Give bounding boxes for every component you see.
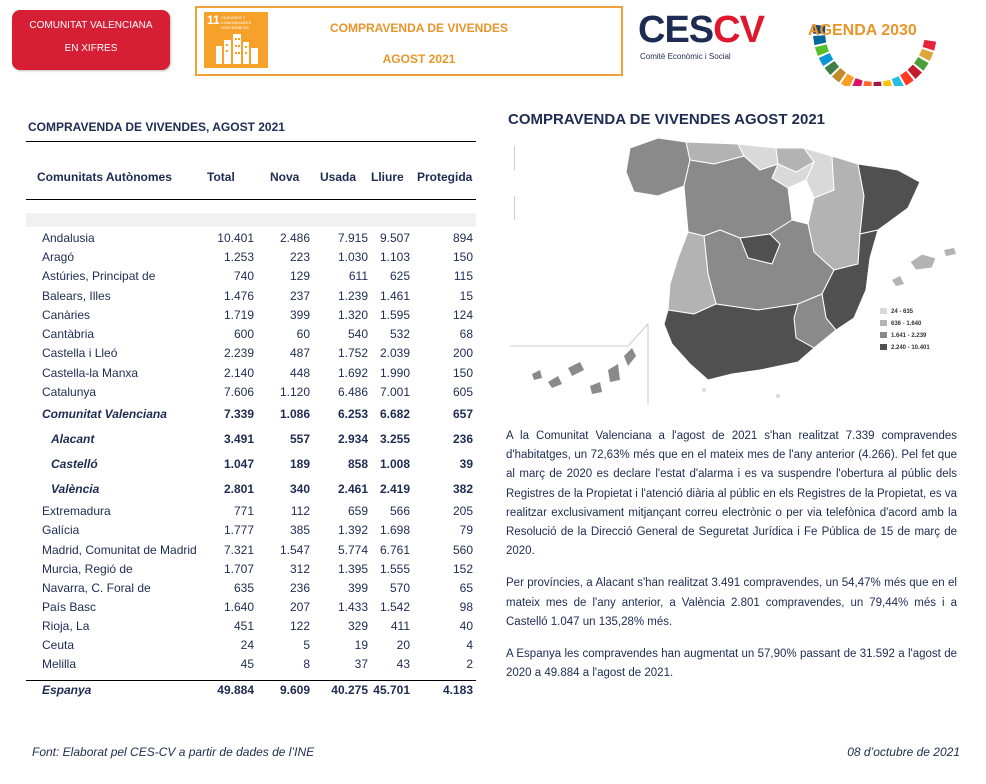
row-value: 45.701 [373,683,410,697]
row-value: 40.275 [331,683,368,697]
row-value: 79 [459,523,473,537]
row-value: 40 [459,619,473,633]
row-region-name: Alacant [51,432,95,446]
row-value: 1.476 [223,289,254,303]
row-value: 7.915 [337,231,368,245]
row-value: 2.801 [223,482,254,496]
row-value: 1.692 [337,366,368,380]
report-title: COMPRAVENDA DE VIVENDES [329,21,509,35]
row-value: 605 [452,385,473,399]
table-row [26,600,476,618]
row-value: 43 [396,657,410,671]
row-value: 625 [389,269,410,283]
row-value: 7.606 [223,385,254,399]
row-value: 200 [452,346,473,360]
row-value: 858 [347,457,368,471]
row-value: 115 [453,269,473,283]
logo-ces: CES [638,9,714,51]
row-value: 399 [347,581,368,595]
row-value: 1.120 [279,385,310,399]
row-value: 1.707 [223,562,254,576]
row-region-name: Castelló [51,457,98,471]
region-andalusia [664,304,814,380]
table-row [26,250,476,268]
row-value: 205 [452,504,473,518]
col-header-region: Comunitats Autònomes [37,170,172,184]
legend-swatch-1 [880,308,887,314]
row-region-name: Balears, Illes [42,289,111,303]
col-header-new: Nova [270,170,300,184]
row-value: 9.507 [379,231,410,245]
row-value: 329 [347,619,368,633]
sdg-11-icon [204,12,268,68]
table-row [26,432,476,450]
logo-subtitle: Comitè Econòmic i Social [640,52,731,61]
row-value: 1.253 [223,250,254,264]
cescv-logo [638,8,764,66]
sdg-caption: CIUDADES Y COMUNIDADES SOSTENIBLES [221,15,252,30]
commentary-paragraph-3: A Espanya les compravendes han augmentat un 57,90% passant de 31.592 a l'agost de 2020 a 49.884 a l'agost de 2021. [506,648,957,680]
row-value: 659 [347,504,368,518]
row-value: 1.239 [337,289,368,303]
source-note: Font: Elaborat pel CES-CV a partir de dades de l’INE [32,745,315,759]
row-value: 771 [233,504,254,518]
row-value: 2.934 [337,432,368,446]
table-row [26,457,476,475]
table-row [26,523,476,541]
sdg-wheel-segment [883,80,894,86]
row-value: 6.486 [337,385,368,399]
table-row [26,482,476,500]
table-row [26,231,476,249]
city-buildings-icon [216,32,258,64]
row-value: 2 [466,657,473,671]
region-ceuta [702,388,706,392]
row-value: 560 [452,543,473,557]
row-value: 39 [459,457,473,471]
row-value: 5 [303,638,310,652]
row-value: 894 [452,231,473,245]
row-value: 1.698 [379,523,410,537]
table-row [26,366,476,384]
row-region-name: Navarra, C. Foral de [42,581,151,595]
row-value: 1.395 [337,562,368,576]
row-value: 68 [459,327,473,341]
row-value: 340 [289,482,310,496]
title-box [195,6,623,76]
row-value: 385 [289,523,310,537]
report-period: AGOST 2021 [382,52,456,66]
badge-line1: COMUNITAT VALENCIANA [29,20,153,31]
row-value: 60 [296,327,310,341]
region-galicia [626,138,690,196]
row-value: 6.253 [337,407,368,421]
row-region-name: Castella-la Manxa [42,366,139,380]
table-row [26,385,476,403]
row-value: 1.086 [279,407,310,421]
table-title-rule [26,141,476,142]
legend-label-4: 2.240 - 10.401 [891,345,930,351]
row-region-name: Galícia [42,523,80,537]
row-value: 2.461 [337,482,368,496]
legend-label-3: 1.641 - 2.239 [891,333,927,339]
row-value: 1.719 [223,308,254,322]
row-region-name: Espanya [42,683,92,697]
row-value: 7.001 [379,385,410,399]
row-value: 189 [289,457,310,471]
agenda-text: AGENDA 2030 [808,22,917,39]
row-region-name: País Basc [42,600,97,614]
table-row [26,269,476,287]
row-region-name: Cantàbria [42,327,95,341]
row-value: 65 [459,581,473,595]
row-value: 487 [289,346,310,360]
row-value: 1.752 [337,346,368,360]
row-value: 37 [354,657,368,671]
row-value: 112 [290,504,310,518]
row-value: 1.047 [223,457,254,471]
col-header-free: Lliure [371,170,404,184]
region-balears-menorca [944,248,956,256]
row-value: 124 [452,308,473,322]
row-value: 557 [289,432,310,446]
row-region-name: Castella i Lleó [42,346,118,360]
region-catalunya [858,164,920,234]
row-value: 1.990 [379,366,410,380]
row-value: 6.682 [379,407,410,421]
row-value: 1.030 [337,250,368,264]
row-value: 3.255 [379,432,410,446]
row-value: 382 [452,482,473,496]
table-row [26,308,476,326]
row-value: 7.339 [223,407,254,421]
table-row [26,657,476,675]
row-value: 45 [240,657,254,671]
row-region-name: Comunitat Valenciana [42,407,167,421]
row-value: 448 [289,366,310,380]
row-value: 1.461 [379,289,410,303]
sdg-wheel-segment [873,82,882,86]
row-value: 10.401 [217,231,254,245]
row-value: 1.008 [379,457,410,471]
row-value: 150 [452,366,473,380]
row-value: 740 [233,269,254,283]
total-rule [26,680,476,681]
row-value: 2.419 [379,482,410,496]
commentary [506,427,957,696]
region-canaries [532,348,636,394]
row-value: 150 [452,250,473,264]
row-value: 152 [452,562,473,576]
row-value: 600 [233,327,254,341]
agenda-2030-logo [800,0,950,86]
spain-choropleth-map [508,134,960,406]
region-balears [910,254,936,270]
row-value: 15 [459,289,473,303]
row-value: 49.884 [217,683,254,697]
row-value: 207 [289,600,310,614]
table-row [26,504,476,522]
table-row [26,407,476,425]
header-rule [26,199,476,200]
commentary-paragraph-2: Per províncies, a Alacant s'han realitzat 3.491 compravendes, un 54,47% més que en el mateix mes de l'any anterior, a València 2.801 compravendes, un 79,44% més i a Castelló 1.047 un 135,28% més. [506,577,957,628]
row-region-name: Aragó [42,250,75,264]
row-value: 129 [289,269,310,283]
row-value: 540 [347,327,368,341]
commentary-paragraph-1: A la Comunitat Valenciana a l'agost de 2021 s'han realitzat 7.339 compravendes d'habitatges, un 72,63% més que en el mateix mes de l'any anterior (4.266). Pel fet que al març de 2020 es declare l'estat d'alarma i es va suspendre l'obertura al públic dels Registres de la Propietat i l'atenció diària al públic en els Registres de la Propietat, es va realitzar exclusivament mitjançant correu electrònic o per via telefònica d'acord amb la Resolució de la Direcció General de Seguretat Jurídica i Fe Pública de 15 de març de 2020. [506,430,957,558]
logo-cv: CV [713,9,764,51]
row-value: 7.321 [223,543,254,557]
region-castilla-leon [684,156,792,238]
table-title: COMPRAVENDA DE VIVENDES, AGOST 2021 [28,120,285,134]
row-value: 2.239 [223,346,254,360]
row-value: 223 [289,250,310,264]
col-header-used: Usada [320,170,357,184]
row-region-name: Canàries [42,308,91,322]
table-spacer [26,213,476,227]
row-value: 1.320 [337,308,368,322]
row-value: 1.555 [379,562,410,576]
row-region-name: Andalusia [42,231,95,245]
table-row [26,327,476,345]
header-badge [12,10,170,70]
row-value: 1.542 [379,600,410,614]
row-value: 24 [240,638,254,652]
row-region-name: Madrid, Comunitat de Madrid [42,543,197,557]
row-region-name: Melilla [42,657,77,671]
row-value: 2.039 [379,346,410,360]
sdg-wheel-segment [862,81,872,86]
row-value: 532 [389,327,410,341]
row-value: 4.183 [442,683,473,697]
row-value: 19 [354,638,368,652]
row-value: 1.640 [223,600,254,614]
row-value: 236 [289,581,310,595]
row-region-name: Extremadura [42,504,111,518]
table-row [26,638,476,656]
badge-line2: EN XIFRES [64,43,118,54]
row-region-name: València [51,482,100,496]
legend-label-2: 636 - 1.640 [891,321,922,327]
legend-swatch-4 [880,344,887,350]
col-header-protected: Protegida [417,170,473,184]
row-value: 570 [389,581,410,595]
row-value: 635 [233,581,254,595]
row-value: 6.761 [379,543,410,557]
row-value: 3.491 [223,432,254,446]
row-region-name: Catalunya [42,385,97,399]
row-value: 312 [289,562,310,576]
table-row [26,619,476,637]
row-value: 451 [233,619,254,633]
table-row [26,581,476,599]
row-value: 399 [289,308,310,322]
row-value: 2.486 [279,231,310,245]
row-value: 5.774 [337,543,368,557]
table-row [26,289,476,307]
sdg-number: 11 [207,13,220,27]
row-value: 20 [396,638,410,652]
row-value: 1.777 [223,523,254,537]
row-value: 657 [452,407,473,421]
row-value: 1.392 [337,523,368,537]
row-region-name: Rioja, La [42,619,90,633]
row-value: 237 [289,289,310,303]
row-value: 2.140 [223,366,254,380]
row-value: 1.595 [379,308,410,322]
table-row [26,543,476,561]
legend-swatch-2 [880,320,887,326]
row-value: 4 [466,638,473,652]
legend-label-1: 24 - 635 [891,309,914,315]
table-header [26,170,476,190]
row-value: 8 [303,657,310,671]
row-value: 566 [389,504,410,518]
row-value: 98 [459,600,473,614]
row-value: 611 [348,269,368,283]
region-melilla [776,394,780,398]
row-value: 236 [452,432,473,446]
row-value: 1.433 [337,600,368,614]
row-region-name: Murcia, Regió de [42,562,133,576]
table-row [26,562,476,580]
sdg-wheel-segment [815,44,829,56]
table-row [26,346,476,364]
region-balears-eivissa [892,276,904,286]
row-region-name: Ceuta [42,638,75,652]
row-value: 1.547 [279,543,310,557]
map-legend [880,308,930,351]
row-value: 122 [289,619,310,633]
map-title: COMPRAVENDA DE VIVENDES AGOST 2021 [508,111,826,128]
row-value: 411 [390,619,410,633]
sdg-wheel-segment [923,40,937,51]
row-value: 9.609 [279,683,310,697]
table-row [26,683,476,701]
sdg-wheel-icon [800,0,950,86]
col-header-total: Total [207,170,235,184]
row-value: 1.103 [379,250,410,264]
publication-date: 08 d’octubre de 2021 [847,745,960,759]
row-region-name: Astúries, Principat de [42,269,156,283]
legend-swatch-3 [880,332,887,338]
